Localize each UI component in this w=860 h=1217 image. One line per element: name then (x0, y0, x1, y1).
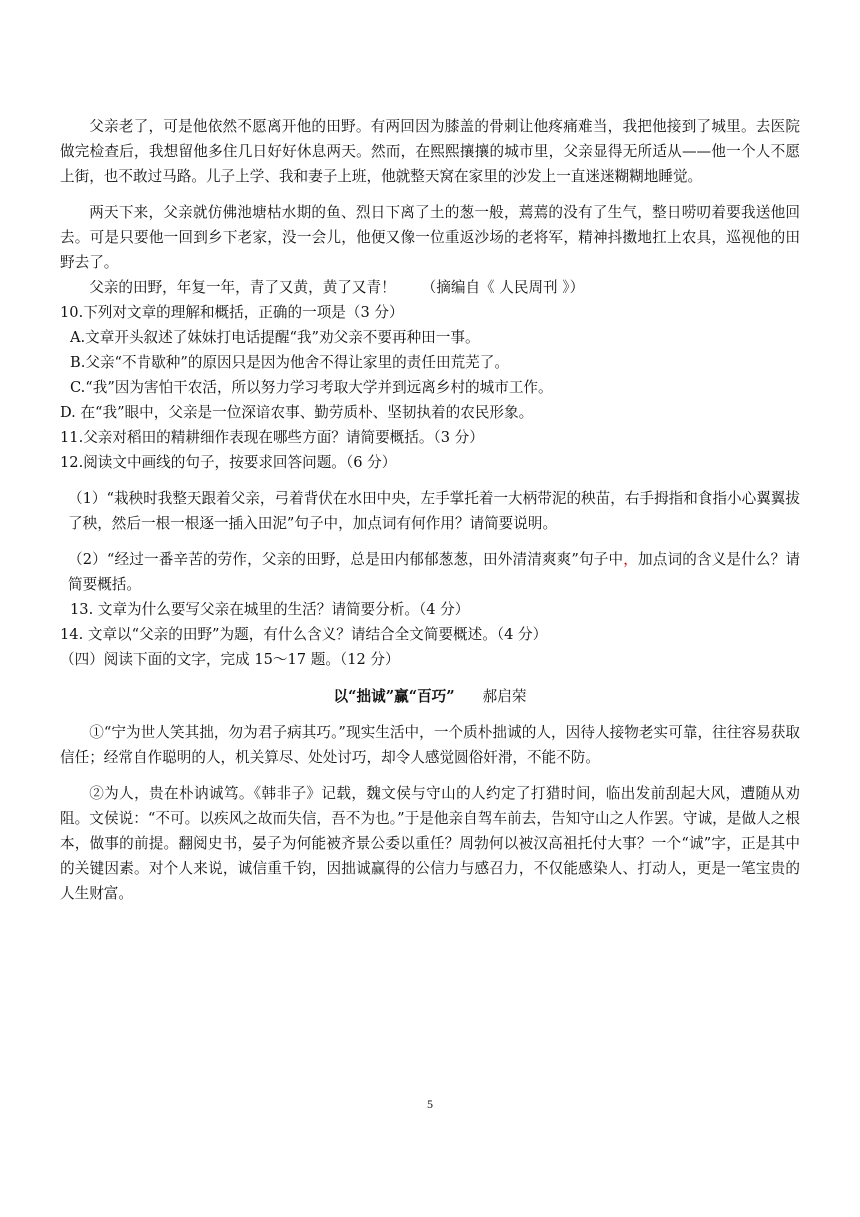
red-comma-mark: ， (623, 551, 638, 568)
article-author: 郝启荣 (482, 688, 527, 705)
question-13: 13. 文章为什么要写父亲在城里的生活？请简要分析。（4 分） (70, 601, 470, 618)
page-number: 5 (427, 1097, 433, 1111)
question-12: 12.阅读文中画线的句子，按要求回答问题。（6 分） (60, 454, 397, 471)
article-title-row (60, 684, 800, 709)
question-12-part-1: （1）“栽秧时我整天跟着父亲，弓着背伏在水田中央，左手掌托着一大柄带泥的秧苗，右手拇指和食指小心翼翼拔了秧，然后一根一根逐一插入田泥”句子中，加点词有何作用？请简要说明。 (68, 490, 800, 532)
question-10: 10.下列对文章的理解和概括，正确的一项是（3 分） (60, 304, 404, 321)
passage-source: （摘编自《 人民周刊 》） (421, 279, 585, 296)
passage-closing-line: 父亲的田野，年复一年，青了又黄，黄了又青！ (89, 279, 396, 296)
passage-paragraph-3 (60, 275, 800, 300)
question-10-option-b: B.父亲“不肯歇种”的原因只是因为他舍不得让家里的责任田荒芜了。 (70, 354, 509, 371)
passage-paragraph-1: 父亲老了，可是他依然不愿离开他的田野。有两回因为膝盖的骨刺让他疼痛难当，我把他接到了城里。去医院做完检查后，我想留他多住几日好好休息两天。然而，在熙熙攘攘的城市里，父亲显得无所适从——他一个人不愿上街，也不敢过马路。儿子上学、我和妻子上班，他就整天窝在家里的沙发上一直迷迷糊糊地睡觉。 (60, 118, 800, 185)
article-paragraph-2: ②为人，贵在朴讷诚笃。《韩非子》记载，魏文侯与守山的人约定了打猎时间，临出发前刮起大风，遭随从劝阻。文侯说：“不可。以疾风之故而失信，吾不为也。”于是他亲自驾车前去，告知守山之人作罢。守诚，是做人之根本，做事的前提。翻阅史书，晏子为何能被齐景公委以重任？周勃何以被汉高祖托付大事？一个“诚”字，正是其中的关键因素。对个人来说，诚信重千钧，因拙诚赢得的公信力与感召力，不仅能感染人、打动人，更是一笔宝贵的人生财富。 (60, 785, 800, 902)
question-11: 11.父亲对稻田的精耕细作表现在哪些方面？请简要概括。（3 分） (60, 429, 484, 446)
section-4-heading: （四）阅读下面的文字，完成 15～17 题。（12 分） (60, 651, 400, 668)
question-10-option-c: C.“我”因为害怕干农活，所以努力学习考取大学并到远离乡村的城市工作。 (70, 379, 553, 396)
passage-paragraph-2: 两天下来，父亲就仿佛池塘枯水期的鱼、烈日下离了土的葱一般，蔫蔫的没有了生气，整日唠叨着要我送他回去。可是只要他一回到乡下老家，没一会儿，他便又像一位重返沙场的老将军，精神抖擞地扛上农具，巡视他的田野去了。 (60, 204, 800, 271)
article-paragraph-1: ①“宁为世人笑其拙，勿为君子病其巧。”现实生活中，一个质朴拙诚的人，因待人接物老实可靠，往往容易获取信任；经常自作聪明的人，机关算尽、处处讨巧，却令人感觉圆俗奸滑，不能不防。 (60, 724, 800, 766)
question-12-part-2-text-a: （2）“经过一番辛苦的劳作，父亲的田野，总是田内郁郁葱葱，田外清清爽爽”句子中 (68, 551, 624, 568)
question-10-option-d: D. 在“我”眼中，父亲是一位深谙农事、勤劳质朴、坚韧执着的农民形象。 (60, 404, 534, 421)
question-14: 14. 文章以“父亲的田野”为题，有什么含义？请结合全文简要概述。（4 分） (60, 626, 548, 643)
question-12-part-2-text-b: 加点词的含义是什么？请简要概括。 (68, 551, 800, 593)
document-page (60, 114, 800, 906)
article-title: 以“拙诚”赢“百巧” (333, 688, 455, 705)
question-10-option-a: A.文章开头叙述了妹妹打电话提醒“我”劝父亲不要再种田一事。 (70, 329, 480, 346)
question-12-part-2 (60, 547, 800, 597)
